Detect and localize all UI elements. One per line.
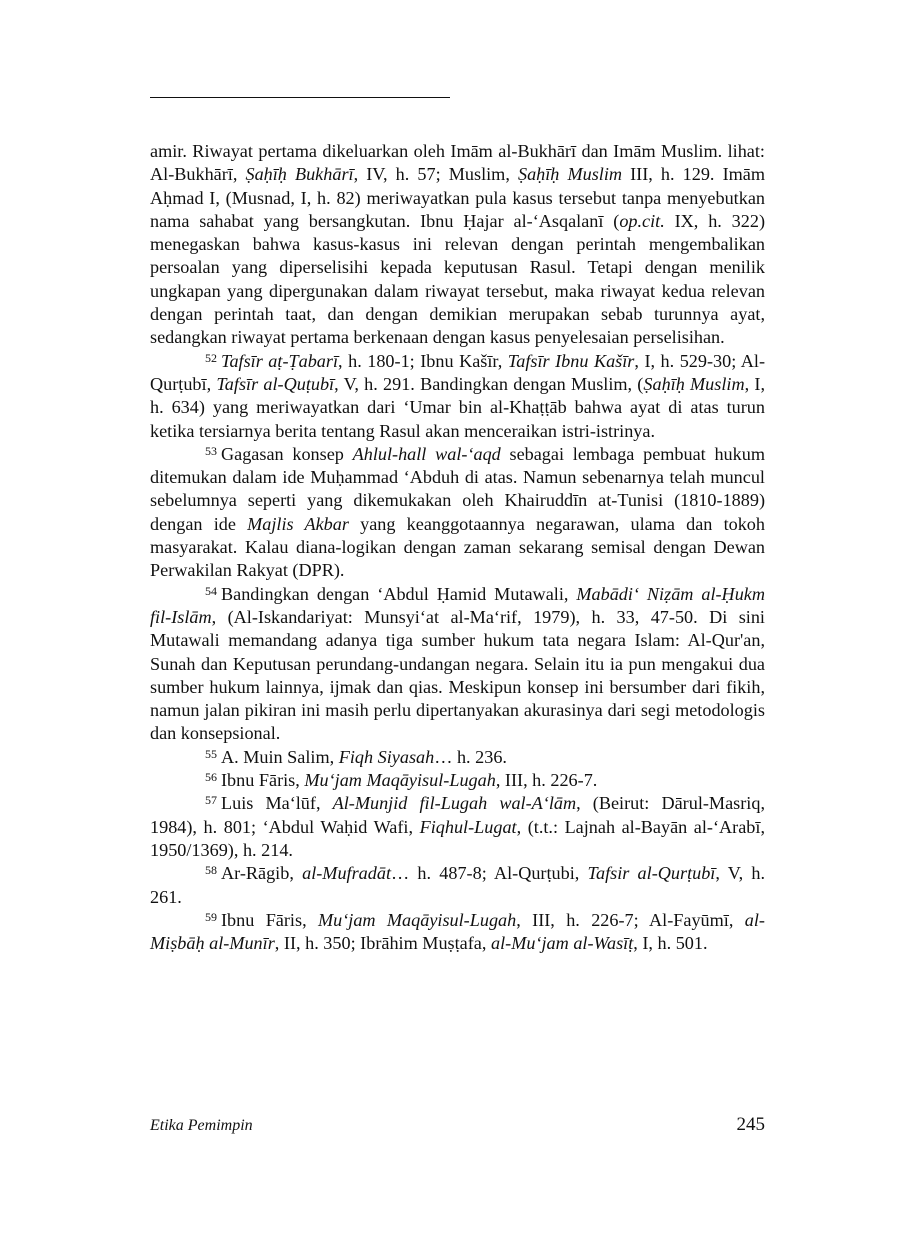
italic-title: Mu‘jam Maqāyisul-Lugah [304, 770, 496, 791]
footnote-text: Ar-Rāgib, al-Mufradāt… h. 487-8; Al-Qurṭubi, Tafsir al-Qurṭubī, V, h. 261. [150, 863, 765, 907]
italic-title: Tafsīr al-Quṭubī [216, 373, 335, 394]
italic-title: Fiqh Siyasah [338, 746, 435, 767]
footnote-number: 56 [205, 770, 217, 785]
italic-title: Mabādi‘ Niẓām al-Ḥukm fil-Islām [150, 583, 765, 627]
footnote-text: Bandingkan dengan ‘Abdul Ḥamid Mutawali, Mabādi‘ Niẓām al-Ḥukm fil-Islām, (Al-Iskandariyat: Munsyi‘at al-Ma‘rif, 1979), h. 33, 47-50. Di sini Mutawali memandang adanya tiga sumber hukum tata negara Islam: Al-Qur'an, Sunah dan Keputusan perundang-undangan negara. Selain itu ia pun mengakui dua sumber hukum lainnya, ijmak dan qias. Meskipun konsep ini bersumber dari fikih, namun jalan pikiran ini masih perlu dipertanyakan akurasinya dari segi metodologis dan konsepsional. [150, 583, 765, 744]
italic-title: al-Miṣbāḥ al-Munīr [150, 909, 765, 954]
footnote-text: Tafsīr aṭ-Ṭabarī, h. 180-1; Ibnu Kašīr, Tafsīr Ibnu Kašīr, I, h. 529-30; Al-Qurṭubī, Tafsīr al-Quṭubī, V, h. 291. Bandingkan dengan Muslim, (Ṣaḥīḥ Muslim, I, h. 634) yang meriwayatkan dari ‘Umar bin al-Khaṭṭāb bahwa ayat di atas turun ketika tersiarnya berita tentang Rasul akan menceraikan istri-istrinya. [150, 350, 766, 441]
footnote-text: Ibnu Fāris, Mu‘jam Maqāyisul-Lugah, III, h. 226-7; Al-Fayūmī, al-Miṣbāḥ al-Munīr, II, h. 350; Ibrāhim Muṣṭafa, al-Mu‘jam al-Wasīṭ, I, h. 501. [150, 909, 765, 954]
italic-title: Ṣaḥīḥ Bukhārī [245, 164, 354, 185]
footnote-number: 53 [205, 443, 217, 458]
italic-title: Ṣaḥīḥ Muslim [643, 373, 745, 394]
italic-title: Tafsīr Ibnu Kašīr [507, 350, 635, 371]
italic-title: al-Mu‘jam al-Wasīṭ [490, 933, 634, 954]
footnote-55 [150, 746, 765, 769]
footnote-text: Ibnu Fāris, Mu‘jam Maqāyisul-Lugah, III, h. 226-7. [221, 770, 598, 791]
italic-title: Majlis Akbar [247, 513, 349, 534]
footnote-text: Gagasan konsep Ahlul-hall wal-‘aqd sebagai lembaga pembuat hukum ditemukan dalam ide Muḥammad ‘Abduh di atas. Namun sebenarnya telah muncul sebelumnya seperti yang dikemukakan oleh Khairuddīn at-Tunisi (1810-1889) dengan ide Majlis Akbar yang keanggotaannya negarawan, ulama dan tokoh masyarakat. Kalau diana-logikan dengan zaman sekarang semisal dengan Dewan Perwakilan Rakyat (DPR). [150, 443, 765, 581]
footnote-number: 55 [205, 746, 217, 761]
italic-title: Ahlul-hall wal-‘aqd [352, 443, 501, 464]
italic-title: op.cit. [619, 210, 665, 231]
page-number: 245 [736, 1114, 765, 1135]
footnote-59 [150, 909, 765, 956]
footnote-continuation [150, 140, 765, 350]
footnote-56 [150, 769, 765, 792]
footnote-number: 52 [205, 350, 217, 365]
footnote-58 [150, 862, 765, 909]
footnote-number: 54 [205, 583, 217, 598]
footnote-separator-rule [150, 97, 450, 98]
italic-title: Ṣaḥīḥ Muslim [517, 164, 623, 185]
italic-title: Al-Munjid fil-Lugah wal-A‘lām [332, 793, 577, 814]
footnote-54 [150, 583, 765, 746]
footnote-53 [150, 443, 765, 583]
footnote-number: 59 [205, 909, 217, 924]
italic-title: al-Mufradāt [302, 863, 392, 884]
footnotes-block [150, 140, 765, 955]
italic-title: Tafsīr aṭ-Ṭabarī [221, 350, 339, 371]
footnote-number: 58 [205, 863, 217, 878]
footnote-text: Luis Ma‘lūf, Al-Munjid fil-Lugah wal-A‘lām, (Beirut: Dārul-Masriq, 1984), h. 801; ‘Abdul Waḥid Wafi, Fiqhul-Lugat, (t.t.: Lajnah al-Bayān al-‘Arabī, 1950/1369), h. 214. [150, 793, 766, 860]
page-footer [150, 1114, 765, 1140]
running-title: Etika Pemimpin [150, 1117, 253, 1134]
italic-title: Tafsir al-Qurṭubī [587, 863, 716, 884]
footnote-text: amir. Riwayat pertama dikeluarkan oleh Imām al-Bukhārī dan Imām Muslim. lihat: Al-Bukhārī, Ṣaḥīḥ Bukhārī, IV, h. 57; Muslim, Ṣaḥīḥ Muslim III, h. 129. Imām Aḥmad I, (Musnad, I, h. 82) meriwayatkan pula kasus tersebut tanpa menyebutkan nama sahabat yang bersangkutan. Ibnu Ḥajar al-‘Asqalanī (op.cit. IX, h. 322) menegaskan bahwa kasus-kasus ini relevan dengan perintah mengembalikan persoalan yang diperselisihi kepada keputusan Rasul. Tetapi dengan menilik ungkapan yang dipergunakan dalam riwayat tersebut, maka riwayat kedua relevan dengan perintah taat, dan dengan demikian merupakan sebab turunnya ayat, sedangkan riwayat pertama berkenaan dengan kasus penyelesaian perselisihan. [150, 141, 766, 348]
footnote-text: A. Muin Salim, Fiqh Siyasah… h. 236. [221, 746, 507, 767]
footnote-57 [150, 792, 765, 862]
footnote-number: 57 [205, 793, 217, 808]
italic-title: Mu‘jam Maqāyisul-Lugah [317, 909, 517, 930]
italic-title: Fiqhul-Lugat [419, 816, 517, 837]
footnote-52 [150, 350, 765, 443]
